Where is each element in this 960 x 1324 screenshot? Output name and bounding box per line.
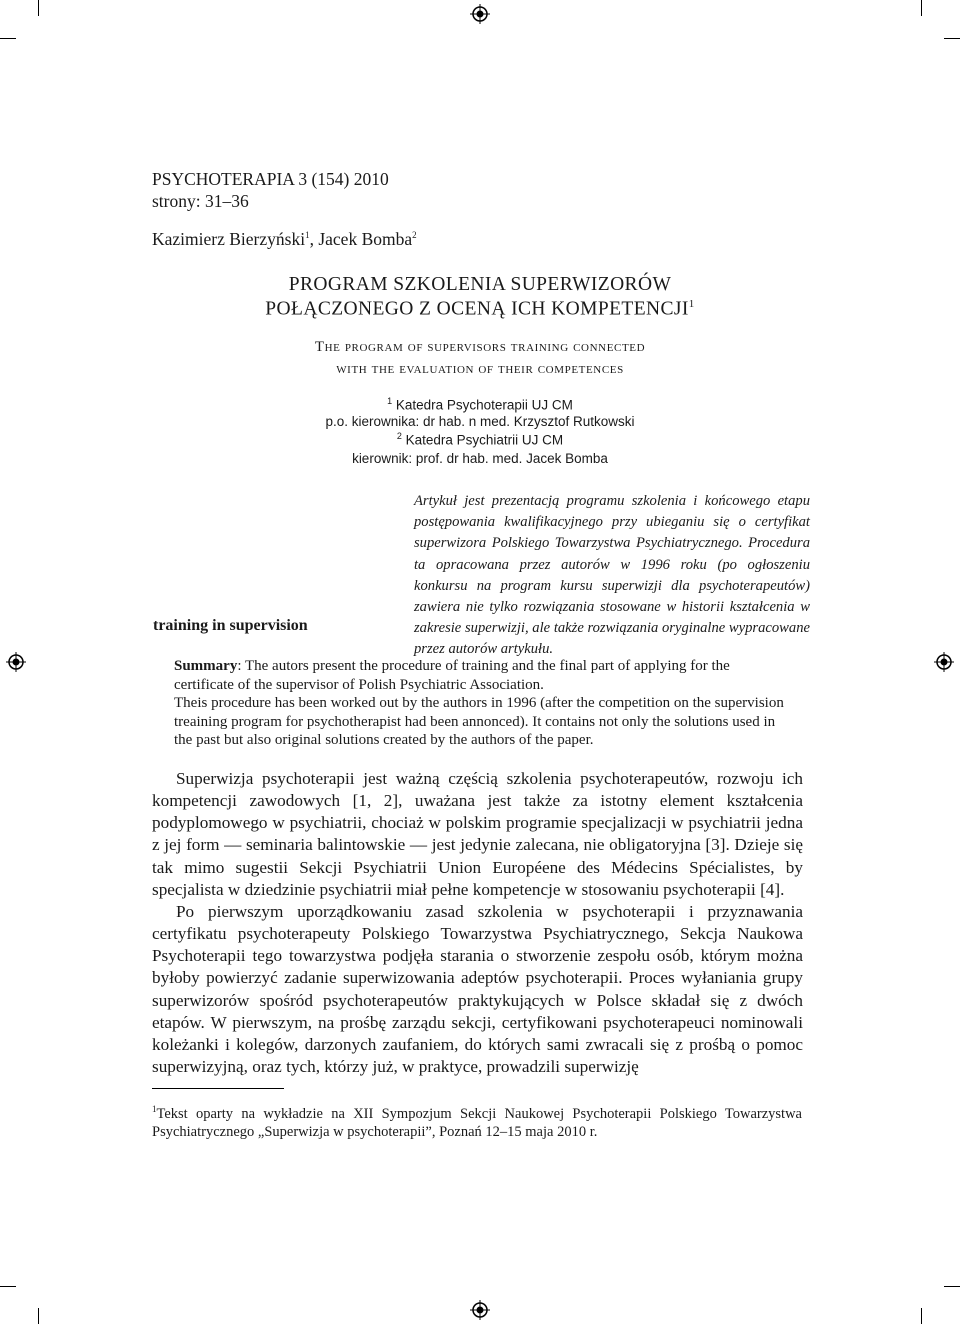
paper-title-line: PROGRAM SZKOLENIA SUPERWIZORÓW [288,274,672,295]
author-list [152,229,417,250]
registration-mark-icon [934,652,954,672]
summary-block [174,657,790,750]
affiliation-head: p.o. kierownika: dr hab. n med. Krzysztof Rutkowski [325,414,635,429]
affiliation-number: 2 [396,431,402,441]
author-name: Kazimierz Bierzyński [152,229,306,249]
footnote-text: Tekst oparty na wykładzie na XII Sympozjum Sekcji Naukowej Psychoterapii Polskiego Towarzystwa Psychiatrycznego „Superwizja w psychoterapii”, Poznań 12–15 maja 2010 r. [152,1105,802,1141]
english-title-line: with the evaluation of their competences [336,361,624,377]
affiliation-ref: 1 [305,230,310,241]
affiliation-line [150,431,810,448]
journal-issue-line: PSYCHOTERAPIA 3 (154) 2010 [152,169,389,189]
crop-mark [0,1286,16,1287]
crop-mark [921,1308,922,1324]
page-range-line: strony: 31–36 [152,191,249,211]
footnote-number: 1 [152,1104,157,1114]
affiliation-text: Katedra Psychiatrii UJ CM [401,432,564,448]
body-paragraph: Superwizja psychoterapii jest ważną częścią szkolenia psychoterapeutów, rozwoju ich kompetencji zawodowych [1, 2], uważana jest także za istotny element kształcenia podyplomowego w psychiatrii, chociaż w polskim programie specjalizacji w psychiatrii jedna z jej form — seminaria balintowskie — jest jedynie zalecana, nie obligatoryjna [3]. Dzieje się tak mimo sugestii Sekcji Psychiatrii Union Européene des Médecins Spécialistes, by specjalista w dziedzinie psychiatrii miał pełne kompetencje w stosowaniu psychoterapii [4]. [152,769,803,899]
affiliation-head: kierownik: prof. dr hab. med. Jacek Bomba [352,451,608,466]
crop-mark [944,38,960,39]
footnote [152,1100,802,1142]
journal-header [152,168,389,212]
summary-text: : The autors present the procedure of training and the final part of applying for the certificate of the supervisor of Polish Psychiatric Association. [174,658,730,693]
english-title-line: The program of supervisors training connected [314,339,646,355]
crop-mark [921,0,922,16]
crop-mark [0,38,16,39]
paper-title-text: POŁĄCZONEGO Z OCENĄ ICH KOMPETENCJI [265,298,689,320]
affiliation-ref: 2 [412,230,417,241]
summary-paragraph: Theis procedure has been worked out by the authors in 1996 (after the competition on the supervision treaining program for psychotherapist had been annonced). It contains not only the solutions used in the past but also original solutions created by the authors of the paper. [174,695,784,748]
body-paragraph: Po pierwszym uporządkowaniu zasad szkolenia w psychoterapii i przyznawania certyfikatu psychoterapeuty Polskiego Towarzystwa Psychiatrycznego, Sekcja Naukowa Psychoterapii tego towarzystwa podjęła starania o stworzenie zespołu osób, którym można byłoby powierzyć zadanie superwizowania adeptów psychoterapii. Proces wyłaniania grupy superwizorów spośród psychoterapeutów praktykujących w Polsce składał się z dwóch etapów. W pierwszym, na prośbę zarządu sekcji, certyfikowani psychoterapeuci nominowali koleżanki i kolegów, darzonych zaufaniem, do których sami zwracali się z prośbą o pomoc superwizyjną, oraz tych, którzy już, w praktyce, prowadzili superwizję [152,901,803,1077]
abstract-polish: Artykuł jest prezentacją programu szkolenia i końcowego etapu postępowania kwalifikacyjnego przy ubieganiu się o certyfikat superwizora Polskiego Towarzystwa Psychiatrycznego. Procedura ta opracowana przez autorów w 1996 roku (po ogłoszeniu konkursu na program kursu superwizji dla psychoterapeutów) zawiera nie tylko rozwiązania stosowane w historii kształcenia w zakresie superwizji, ale także rozwiązania oryginalne wypracowane przez autorów artykułu. [414,493,810,658]
keywords: training in supervision [153,617,308,634]
registration-mark-icon [470,1300,490,1320]
crop-mark [38,1308,39,1324]
footnote-divider [152,1088,284,1089]
affiliation-text: Katedra Psychoterapii UJ CM [392,397,573,413]
affiliation-line [150,396,810,413]
crop-mark [944,1286,960,1287]
body-text [152,768,803,1078]
summary-paragraph [174,657,790,694]
author-name: Jacek Bomba [318,229,413,249]
affiliation-number: 1 [387,396,393,406]
registration-mark-icon [6,652,26,672]
paper-title-line [150,298,810,321]
author-separator: , [309,229,319,249]
registration-mark-icon [470,4,490,24]
footnote-ref: 1 [688,298,695,310]
crop-mark [38,0,39,16]
summary-label: Summary [174,658,238,674]
